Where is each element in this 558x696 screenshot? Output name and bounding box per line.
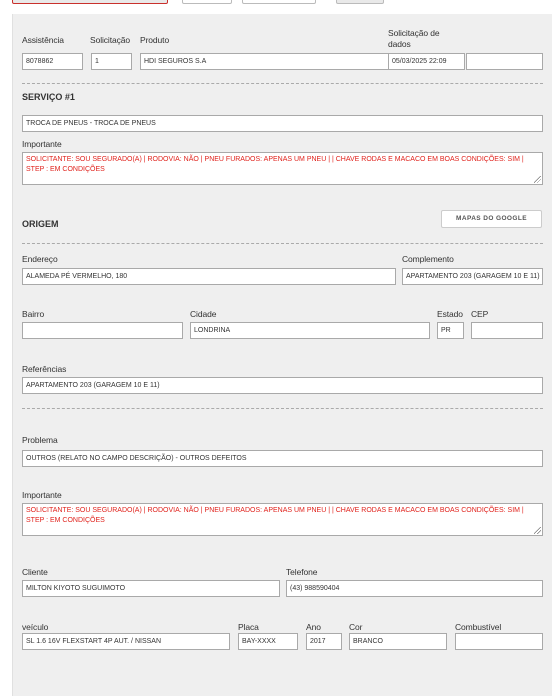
telefone-field[interactable]: (43) 988590404 <box>286 580 543 597</box>
primary-action-button[interactable] <box>12 0 168 4</box>
cor-field[interactable]: BRANCO <box>349 633 447 650</box>
importante-label-2: Importante <box>22 490 62 500</box>
importante-label: Importante <box>22 139 62 149</box>
solicitacao-dados-field[interactable]: 05/03/2025 22:09 <box>388 53 465 70</box>
google-maps-button[interactable]: MAPAS DO GOOGLE <box>441 210 542 228</box>
problema-label: Problema <box>22 435 58 445</box>
solicitacao-field[interactable]: 1 <box>91 53 132 70</box>
cor-label: Cor <box>349 622 363 632</box>
estado-label: Estado <box>437 309 463 319</box>
top-toolbar <box>0 0 558 7</box>
veiculo-field[interactable]: SL 1.6 16V FLEXSTART 4P AUT. / NISSAN <box>22 633 230 650</box>
bairro-field[interactable] <box>22 322 183 339</box>
referencias-field[interactable]: APARTAMENTO 203 (GARAGEM 10 E 11) <box>22 377 543 394</box>
placa-field[interactable]: BAY-XXXX <box>238 633 298 650</box>
cliente-field[interactable]: MILTON KIYOTO SUGUIMOTO <box>22 580 280 597</box>
divider <box>22 408 543 409</box>
complemento-field[interactable]: APARTAMENTO 203 (GARAGEM 10 E 11) <box>402 268 543 285</box>
produto-label: Produto <box>140 35 170 45</box>
estado-field[interactable]: PR <box>437 322 464 339</box>
toolbar-button[interactable] <box>336 0 384 4</box>
referencias-label: Referências <box>22 364 67 374</box>
servico-field[interactable]: TROCA DE PNEUS - TROCA DE PNEUS <box>22 115 543 132</box>
veiculo-label: veículo <box>22 622 49 632</box>
ano-field[interactable]: 2017 <box>306 633 342 650</box>
resize-grip-icon[interactable] <box>534 527 541 534</box>
resize-grip-icon[interactable] <box>534 176 541 183</box>
cidade-label: Cidade <box>190 309 217 319</box>
toolbar-button[interactable] <box>242 0 316 4</box>
importante-text-2: SOLICITANTE: SOU SEGURADO(A) | RODOVIA: NÃO | PNEU FURADOS: APENAS UM PNEU | | CHAVE RODAS E MACACO EM BOAS CONDIÇÕES: SIM | STEP : EM CONDIÇÕES <box>26 507 524 524</box>
toolbar-button[interactable] <box>182 0 232 4</box>
solicitacao-label: Solicitação <box>90 35 131 45</box>
endereco-label: Endereço <box>22 254 58 264</box>
combustivel-field[interactable] <box>455 633 543 650</box>
problema-field[interactable]: OUTROS (RELATO NO CAMPO DESCRIÇÃO) - OUTROS DEFEITOS <box>22 450 543 467</box>
service-form-panel <box>12 14 552 696</box>
origem-title: ORIGEM <box>22 219 59 229</box>
cep-field[interactable] <box>471 322 543 339</box>
cep-label: CEP <box>471 309 489 319</box>
telefone-label: Telefone <box>286 567 318 577</box>
bairro-label: Bairro <box>22 309 45 319</box>
ano-label: Ano <box>306 622 321 632</box>
placa-label: Placa <box>238 622 259 632</box>
complemento-label: Complemento <box>402 254 454 264</box>
importante-textarea[interactable] <box>22 152 543 185</box>
importante-text: SOLICITANTE: SOU SEGURADO(A) | RODOVIA: NÃO | PNEU FURADOS: APENAS UM PNEU | | CHAVE RODAS E MACACO EM BOAS CONDIÇÕES: SIM | STEP : EM CONDIÇÕES <box>26 156 524 173</box>
importante-textarea-2[interactable] <box>22 503 543 536</box>
solicitacao-dados-extra-field[interactable] <box>466 53 543 70</box>
combustivel-label: Combustível <box>455 622 502 632</box>
cidade-field[interactable]: LONDRINA <box>190 322 430 339</box>
assistencia-label: Assistência <box>22 35 64 45</box>
produto-field[interactable]: HDI SEGUROS S.A <box>140 53 395 70</box>
cliente-label: Cliente <box>22 567 48 577</box>
servico-title: SERVIÇO #1 <box>22 92 75 102</box>
divider <box>22 83 543 84</box>
divider <box>22 243 543 244</box>
endereco-field[interactable]: ALAMEDA PÉ VERMELHO, 180 <box>22 268 396 285</box>
solicitacao-dados-label: Solicitação de dados <box>388 28 440 49</box>
assistencia-field[interactable]: 8078862 <box>22 53 83 70</box>
